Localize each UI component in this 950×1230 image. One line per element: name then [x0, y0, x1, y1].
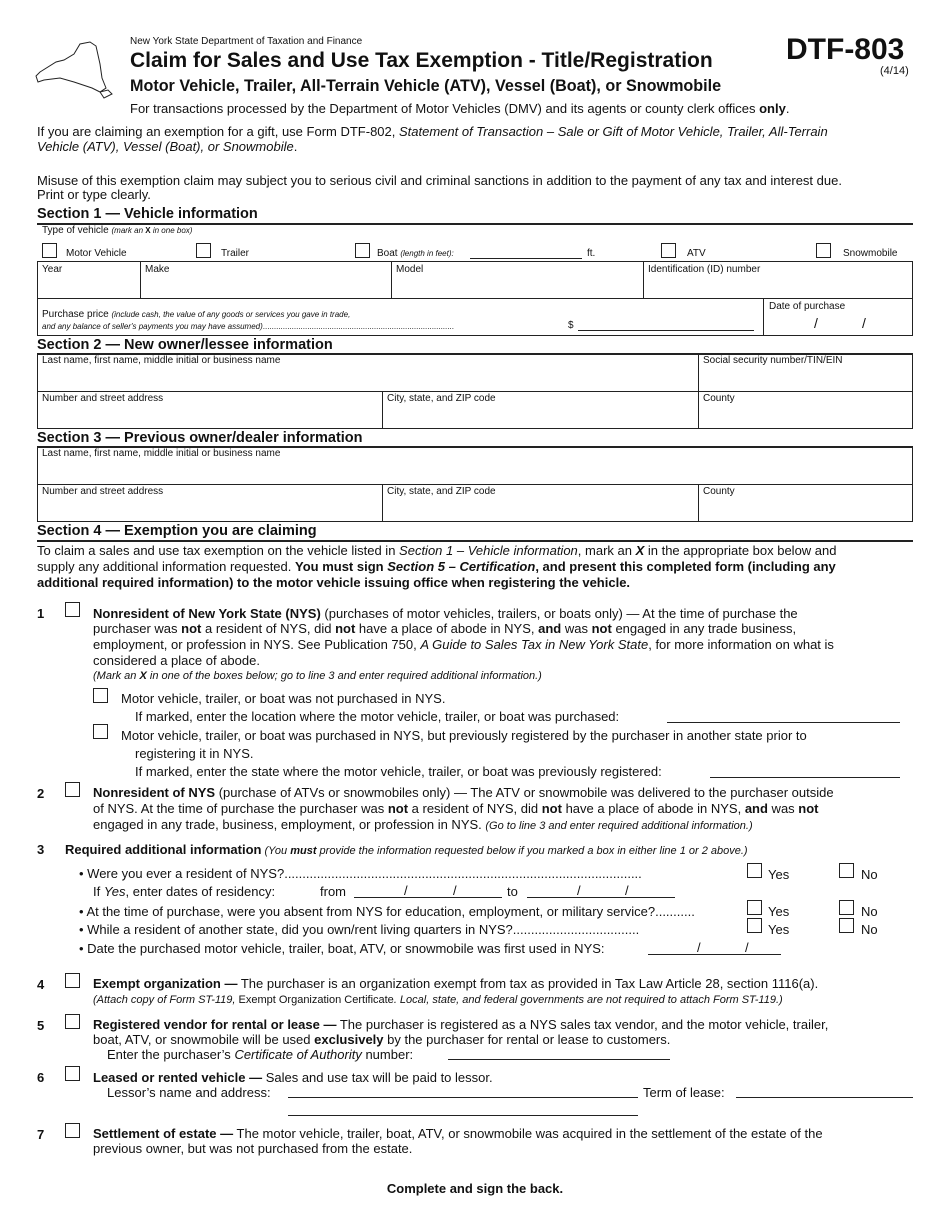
date-slash-2: / — [862, 315, 866, 331]
q3-text: • While a resident of another state, did you own/rent living quarters in NYS?................................... — [79, 922, 640, 937]
date-slash-1: / — [814, 315, 818, 331]
nys-map-icon — [34, 40, 114, 100]
line5-text-3: Enter the purchaser’s Certificate of Authority number: — [107, 1047, 414, 1062]
line1-option1-text: Motor vehicle, trailer, or boat was not purchased in NYS. — [121, 691, 446, 706]
q1-yes-checkbox[interactable] — [747, 863, 762, 878]
intro-line: For transactions processed by the Department of Motor Vehicles (DMV) and its agents or county clerk offices only. — [130, 101, 790, 116]
line2-text-3: engaged in any trade, business, employment, or profession in NYS. (Go to line 3 and enter required additional information.) — [93, 817, 753, 832]
form-number: DTF-803 — [786, 33, 905, 66]
line5-number: 5 — [37, 1018, 45, 1033]
model-field[interactable]: Model — [396, 264, 424, 275]
line7-text-2: previous owner, but was not purchased from the estate. — [93, 1141, 413, 1156]
q1-no-label: No — [861, 867, 878, 882]
residency-to-input[interactable] — [527, 897, 675, 898]
gift-note: If you are claiming an exemption for a gift, use Form DTF-802, Statement of Transaction – Sale or Gift of Motor Vehicle, Trailer, All-Terrain — [37, 124, 828, 139]
gift-note-2: Vehicle (ATV), Vessel (Boat), or Snowmobile. — [37, 139, 298, 154]
id-number-field[interactable]: Identification (ID) number — [648, 264, 761, 275]
footer-note: Complete and sign the back. — [386, 1181, 564, 1196]
q2-no-label: No — [861, 904, 878, 919]
section3-title: Section 3 — Previous owner/dealer information — [37, 430, 363, 446]
form-subtitle: Motor Vehicle, Trailer, All-Terrain Vehicle (ATV), Vessel (Boat), or Snowmobile — [130, 76, 722, 95]
term-of-lease-input[interactable] — [736, 1097, 913, 1098]
new-owner-name-field[interactable]: Last name, first name, middle initial or business name — [42, 355, 281, 366]
new-owner-street-field[interactable]: Number and street address — [42, 393, 164, 404]
line1-option2-text-2: registering it in NYS. — [135, 746, 254, 761]
line6-text-1: Leased or rented vehicle — Sales and use tax will be paid to lessor. — [93, 1070, 493, 1085]
line4-checkbox[interactable] — [65, 973, 80, 988]
from-slash-1: / — [404, 883, 408, 898]
purchase-price-input[interactable] — [578, 330, 754, 331]
line1-text-4: considered a place of abode. — [93, 653, 260, 668]
to-slash-2: / — [625, 883, 629, 898]
residency-dates-label: If Yes, enter dates of residency: — [93, 884, 276, 899]
prev-owner-street-field[interactable]: Number and street address — [42, 486, 164, 497]
from-label: from — [320, 884, 346, 899]
boat-length-input[interactable] — [470, 258, 582, 259]
line1-option2-text: Motor vehicle, trailer, or boat was purchased in NYS, but previously registered by the purchaser in another state prior to — [121, 728, 807, 743]
from-slash-2: / — [453, 883, 457, 898]
q1-yes-label: Yes — [768, 867, 790, 882]
line6-checkbox[interactable] — [65, 1066, 80, 1081]
q3-no-checkbox[interactable] — [839, 918, 854, 933]
snowmobile-checkbox[interactable] — [816, 243, 831, 258]
prev-owner-city-field[interactable]: City, state, and ZIP code — [387, 486, 496, 497]
line1-text-2: purchaser was not a resident of NYS, did not have a place of abode in NYS, and was not engaged in any trade business, — [93, 621, 797, 636]
line1-number: 1 — [37, 606, 45, 621]
to-label: to — [507, 884, 518, 899]
q1-text: • Were you ever a resident of NYS?................................................................................................... — [79, 866, 642, 881]
purchase-location-input[interactable] — [667, 722, 900, 723]
boat-checkbox[interactable] — [355, 243, 370, 258]
print-note: Print or type clearly. — [37, 187, 151, 202]
new-owner-city-field[interactable]: City, state, and ZIP code — [387, 393, 496, 404]
section4-intro-3: additional required information) to the motor vehicle issuing office when registering the vehicle. — [37, 575, 631, 590]
line1-option2-state-label: If marked, enter the state where the motor vehicle, trailer, or boat was previously registered: — [135, 764, 662, 779]
line1-option1-location-label: If marked, enter the location where the motor vehicle, trailer, or boat was purchased: — [135, 709, 620, 724]
line3-number: 3 — [37, 842, 45, 857]
line1-text-3: employment, or profession in NYS. See Publication 750, A Guide to Sales Tax in New York State, for more information on what is — [93, 637, 834, 652]
form-revision: (4/14) — [880, 65, 909, 77]
boat-label: Boat (length in feet): — [377, 248, 454, 259]
previous-state-input[interactable] — [710, 777, 900, 778]
q2-yes-label: Yes — [768, 904, 790, 919]
line6-number: 6 — [37, 1070, 45, 1085]
line1-option2-checkbox[interactable] — [93, 724, 108, 739]
line5-text-2: boat, ATV, or snowmobile will be used exclusively by the purchaser for rental or lease to customers. — [93, 1032, 671, 1047]
new-owner-county-field[interactable]: County — [703, 393, 735, 404]
trailer-checkbox[interactable] — [196, 243, 211, 258]
first-used-date-input[interactable] — [648, 954, 781, 955]
line4-text-1: Exempt organization — The purchaser is an organization exempt from tax as provided in Tax Law Article 28, section 1116(a). — [93, 976, 819, 991]
line1-option1-checkbox[interactable] — [93, 688, 108, 703]
section4-intro-2: supply any additional information requested. You must sign Section 5 – Certification, and present this completed form (including any — [37, 559, 836, 574]
line2-text-1: Nonresident of NYS (purchase of ATVs or snowmobiles only) — The ATV or snowmobile was delivered to the purchaser outside — [93, 785, 834, 800]
prev-owner-county-field[interactable]: County — [703, 486, 735, 497]
q2-no-checkbox[interactable] — [839, 900, 854, 915]
line7-text-1: Settlement of estate — The motor vehicle, trailer, boat, ATV, or snowmobile was acquired in the settlement of the estate of the — [93, 1126, 823, 1141]
line3-heading: Required additional information (You must provide the information requested below if you marked a box in either line 1 or 2 above.) — [65, 842, 748, 857]
boat-unit: ft. — [587, 248, 596, 259]
date-of-purchase-field[interactable]: Date of purchase — [769, 301, 846, 312]
line7-number: 7 — [37, 1127, 45, 1142]
vehicle-type-label: Type of vehicle (mark an X in one box) — [42, 225, 193, 236]
q3-yes-checkbox[interactable] — [747, 918, 762, 933]
make-field[interactable]: Make — [145, 264, 170, 275]
trailer-label: Trailer — [221, 248, 249, 259]
section4-intro-1: To claim a sales and use tax exemption on the vehicle listed in Section 1 – Vehicle information, mark an X in the appropriate box below and — [37, 543, 837, 558]
q1-no-checkbox[interactable] — [839, 863, 854, 878]
motor-vehicle-checkbox[interactable] — [42, 243, 57, 258]
line2-number: 2 — [37, 786, 45, 801]
term-of-lease-label: Term of lease: — [643, 1085, 725, 1100]
certificate-of-authority-input[interactable] — [448, 1059, 670, 1060]
used-slash-2: / — [745, 940, 749, 955]
line2-checkbox[interactable] — [65, 782, 80, 797]
prev-owner-name-field[interactable]: Last name, first name, middle initial or business name — [42, 448, 281, 459]
dollar-sign: $ — [568, 320, 574, 331]
q2-text: • At the time of purchase, were you absent from NYS for education, employment, or military service?........... — [79, 904, 695, 919]
snowmobile-label: Snowmobile — [843, 248, 898, 259]
lessor-label: Lessor’s name and address: — [107, 1085, 271, 1100]
lessor-address-input-2[interactable] — [288, 1115, 638, 1116]
purchase-price-label: Purchase price (include cash, the value of any goods or services you gave in trade, — [42, 309, 351, 320]
section4-title: Section 4 — Exemption you are claiming — [37, 523, 317, 539]
line5-checkbox[interactable] — [65, 1014, 80, 1029]
section1-title: Section 1 — Vehicle information — [37, 206, 258, 222]
purchase-price-hint: and any balance of seller's payments you may have assumed)...................................................................................... — [42, 322, 454, 331]
atv-label: ATV — [687, 248, 706, 259]
q4-text: • Date the purchased motor vehicle, trailer, boat, ATV, or snowmobile was first used in NYS: — [79, 941, 605, 956]
motor-vehicle-label: Motor Vehicle — [66, 248, 127, 259]
agency-name: New York State Department of Taxation and Finance — [130, 36, 363, 47]
line4-number: 4 — [37, 977, 45, 992]
section2-title: Section 2 — New owner/lessee information — [37, 337, 333, 353]
year-field[interactable]: Year — [42, 264, 63, 275]
line5-text-1: Registered vendor for rental or lease — The purchaser is registered as a NYS sales tax vendor, and the motor vehicle, trailer, — [93, 1017, 829, 1032]
misuse-warning: Misuse of this exemption claim may subject you to serious civil and criminal sanctions in addition to the payment of any tax and interest due. — [37, 173, 842, 188]
line7-checkbox[interactable] — [65, 1123, 80, 1138]
to-slash-1: / — [577, 883, 581, 898]
used-slash-1: / — [697, 940, 701, 955]
form-title: Claim for Sales and Use Tax Exemption - Title/Registration — [130, 49, 713, 72]
residency-from-input[interactable] — [354, 897, 502, 898]
line4-text-2: (Attach copy of Form ST-119, Exempt Organization Certificate. Local, state, and federal governments are not required to attach Form ST-119.) — [93, 994, 783, 1006]
lessor-address-input[interactable] — [288, 1097, 638, 1098]
q3-no-label: No — [861, 922, 878, 937]
atv-checkbox[interactable] — [661, 243, 676, 258]
line1-instruction: (Mark an X in one of the boxes below; go to line 3 and enter required additional information.) — [93, 670, 542, 682]
line2-text-2: of NYS. At the time of purchase the purchaser was not a resident of NYS, did not have a place of abode in NYS, and was not — [93, 801, 819, 816]
ssn-field[interactable]: Social security number/TIN/EIN — [703, 355, 843, 366]
line1-text-1: Nonresident of New York State (NYS) (purchases of motor vehicles, trailers, or boats only) — At the time of purchase the — [93, 606, 798, 621]
q2-yes-checkbox[interactable] — [747, 900, 762, 915]
line1-checkbox[interactable] — [65, 602, 80, 617]
q3-yes-label: Yes — [768, 922, 790, 937]
